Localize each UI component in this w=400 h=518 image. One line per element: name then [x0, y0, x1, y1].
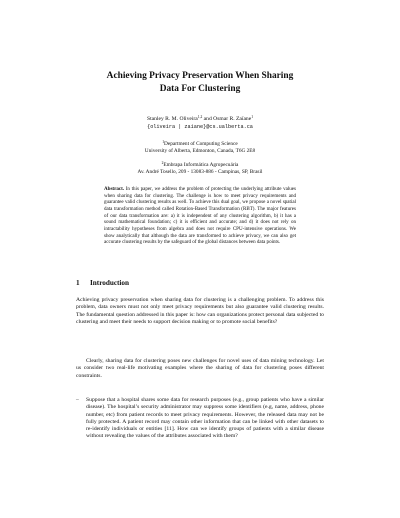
list-item-text: Suppose that a hospital shares some data for research purposes (e.g., group patients who have a similar disease). The hospital’s security administrator may suppress some identifiers (e.g, name, address, phone number, etc) from patient records to meet privacy requirements. However, the released data may not be fully protected. A patient record may contain other information that can be linked with other datasets to re-identify individuals or entities [11]. How can we identify groups of patients with a similar disease without revealing the values of the attributes associated with them?	[86, 397, 324, 440]
abstract-text: In this paper, we address the problem of protecting the underlying attribute values when sharing data for clustering. The challenge is how to meet privacy requirements and guarantee valid clustering results as well. To achieve this dual goal, we propose a novel spatial data transformation method called Rotation-Based Transformation (RBT). The major features of our data transformation are: a) it is independent of any clustering algorithm, b) it has a sound mathematical foundation; c) it is efficient and accurate; and d) it does not rely on intractability hypotheses from algebra and does not require CPU-intensive operations. We show analytically that although the data are transformed to achieve privacy, we can also get accurate clustering results by the safeguard of the global distances between data points.	[104, 186, 296, 246]
author-names	[40, 116, 360, 124]
author-block	[40, 116, 360, 132]
author-name-b: and Osmar R. Zaïane	[202, 116, 252, 122]
affiliation-1	[40, 141, 360, 155]
paragraph-2: Clearly, sharing data for clustering poses new challenges for novel uses of data mining technology. Let us consider two real-life motivating examples where the sharing of data for clustering poses different constraints.	[76, 358, 324, 379]
abstract	[104, 186, 296, 246]
affiliation-2-sup: 2	[161, 161, 164, 165]
affiliation-2-line-1: Embrapa Informática Agropecuária	[163, 162, 239, 168]
affiliation-1-sup: 1	[162, 140, 165, 144]
author-name-a: Stanley R. M. Oliveira	[146, 116, 198, 122]
affiliation-1-line-2: University of Alberta, Edmonton, Canada, T6G 2E8	[144, 148, 256, 155]
author-sup-b: 1	[251, 115, 254, 119]
abstract-label: Abstract.	[104, 186, 125, 192]
list-item	[76, 397, 324, 441]
section-heading	[76, 279, 129, 288]
author-emails: {oliveira | zaiane}@cs.ualberta.ca	[147, 123, 253, 130]
paper-title	[40, 70, 360, 96]
title-line-1: Achieving Privacy Preservation When Sharing	[106, 71, 294, 81]
section-number: 1	[76, 279, 80, 287]
affiliation-2	[40, 162, 360, 176]
author-sup-a: 1,2	[197, 115, 203, 119]
section-title: Introduction	[90, 279, 130, 287]
list-item-marker: –	[76, 397, 79, 403]
title-line-2: Data For Clustering	[159, 84, 241, 94]
affiliation-2-line-2: Av. André Tosello, 209 - 13083-886 - Campinas, SP, Brasil	[137, 169, 263, 176]
affiliation-1-line-1: Department of Computing Science	[164, 141, 238, 147]
paragraph-1: Achieving privacy preservation when sharing data for clustering is a challenging problem. To address this problem, data owners must not only meet privacy requirements but also guarantee valid clustering results. The fundamental question addressed in this paper is: how can organizations protect personal data subjected to clustering and meet their needs to support decision making or to promote social benefits?	[76, 297, 324, 325]
